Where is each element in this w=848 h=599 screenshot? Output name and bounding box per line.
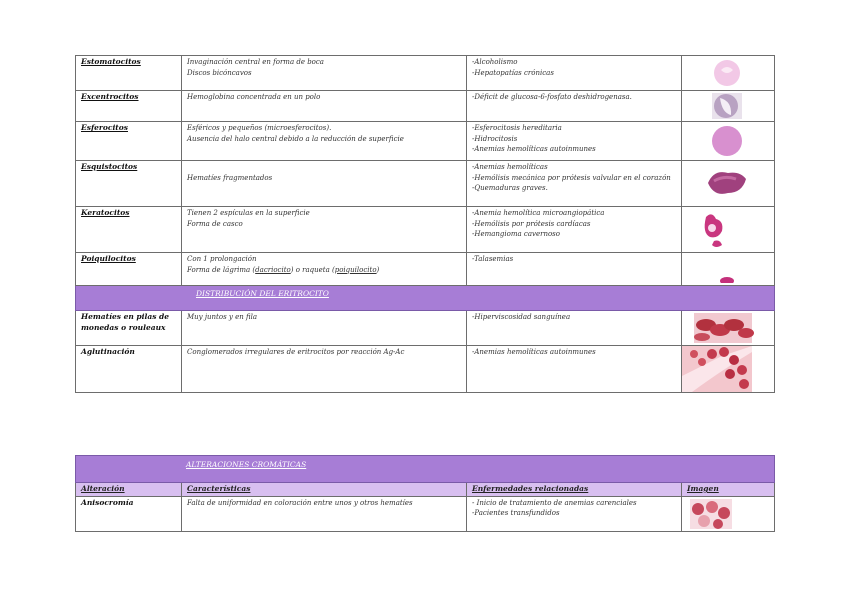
disease-text: -Déficit de glucosa-6-fosfato deshidrogenasa. — [472, 93, 632, 101]
diseases-cell — [467, 346, 682, 393]
section-header-cell — [76, 286, 775, 311]
table-row — [76, 253, 775, 286]
alteration-name: Estomatocitos — [76, 56, 182, 91]
column-header: Imagen — [682, 483, 775, 497]
alteration-name: Aglutinación — [76, 346, 182, 393]
stomatocyte-cell-image — [684, 58, 770, 88]
image-cell — [682, 161, 775, 207]
feature-text: Discos bicóncavos — [187, 68, 252, 77]
feature-text: Falta de uniformidad en coloración entre unos y otros hematíes — [187, 498, 413, 507]
disease-text: -Hiperviscosidad sanguínea — [472, 313, 571, 321]
diseases-cell — [467, 56, 682, 91]
rouleaux-image — [684, 313, 770, 343]
disease-text: -Hemangioma cavernoso — [472, 230, 560, 238]
features-cell — [182, 161, 467, 207]
table-row — [76, 122, 775, 161]
section-header-row — [76, 286, 775, 311]
disease-text: - Inicio de tratamiento de anemias carenciales — [472, 498, 637, 507]
features-cell — [182, 207, 467, 253]
alteration-name: Anisocromía — [76, 496, 182, 531]
table-row — [76, 91, 775, 122]
column-header-row — [76, 483, 775, 497]
table-row — [76, 346, 775, 393]
image-cell — [682, 91, 775, 122]
feature-text: Esféricos y pequeños (microesferocitos). — [187, 124, 332, 132]
section-title: ALTERACIONES CROMÁTICAS — [186, 460, 307, 469]
alteration-name: Poiquilocitos — [76, 253, 182, 286]
section-title: DISTRIBUCIÓN DEL ERITROCITO — [196, 289, 329, 298]
disease-text: -Esferocitosis hereditaria — [472, 124, 562, 132]
agglutination-image — [682, 346, 752, 392]
diseases-cell — [467, 91, 682, 122]
image-cell — [682, 253, 775, 286]
alteration-name: Hematíes en pilas de monedas o rouleaux — [76, 311, 182, 346]
diseases-cell — [467, 161, 682, 207]
alteration-name: Esferocitos — [76, 122, 182, 161]
feature-text: Conglomerados irregulares de eritrocitos por reacción Ag-Ac — [187, 348, 405, 356]
features-cell — [182, 311, 467, 346]
feature-text: Tienen 2 espículas en la superficie — [187, 209, 310, 217]
disease-text: -Hemólisis por prótesis cardíacas — [472, 219, 591, 228]
features-cell — [182, 496, 467, 531]
image-cell — [682, 346, 775, 393]
features-cell — [182, 91, 467, 122]
disease-text: -Talasemias — [472, 255, 514, 263]
disease-text: -Alcoholismo — [472, 58, 518, 66]
table-row — [76, 161, 775, 207]
feature-text: Muy juntos y en fila — [187, 313, 258, 321]
feature-text — [187, 162, 461, 173]
features-cell — [182, 56, 467, 91]
poikilocyte-cell-image — [684, 255, 770, 283]
section-header-cell — [76, 456, 775, 483]
chromatic-alterations-table — [75, 455, 775, 532]
diseases-cell — [467, 311, 682, 346]
anisochromia-image — [684, 499, 770, 529]
feature-text: Ausencia del halo central debido a la reducción de superficie — [187, 134, 404, 143]
dacriocito-term: dacriocito — [255, 265, 291, 274]
disease-text: -Pacientes transfundidos — [472, 509, 560, 517]
features-cell — [182, 253, 467, 286]
image-cell — [682, 311, 775, 346]
keratocyte-cell-image — [684, 209, 770, 249]
table-row — [76, 56, 775, 91]
eccentrocyte-cell-image — [684, 93, 770, 119]
image-cell — [682, 207, 775, 253]
disease-text: -Anemias hemolíticas autoinmunes — [472, 145, 596, 153]
disease-text: -Hemólisis mecánica por prótesis valvular en el corazón — [472, 173, 671, 182]
column-header: Enfermedades relacionadas — [467, 483, 682, 497]
disease-text: -Quemaduras graves. — [472, 184, 548, 192]
disease-text: -Anemias hemolíticas — [472, 163, 548, 171]
table-row — [76, 311, 775, 346]
disease-text: -Hepatopatías crónicas — [472, 68, 554, 77]
alteration-name: Esquistocitos — [76, 161, 182, 207]
section-header-row — [76, 456, 775, 483]
disease-text: -Anemias hemolíticas autoinmunes — [472, 348, 596, 356]
table-row — [76, 207, 775, 253]
feature-text: Invaginación central en forma de boca — [187, 58, 324, 66]
column-header: Características — [182, 483, 467, 497]
diseases-cell — [467, 496, 682, 531]
diseases-cell — [467, 122, 682, 161]
disease-text: -Anemia hemolítica microangiopática — [472, 209, 605, 217]
image-cell — [682, 56, 775, 91]
feature-text: Hematíes fragmentados — [187, 173, 273, 182]
spherocyte-cell-image — [684, 124, 770, 158]
column-header: Alteración — [76, 483, 182, 497]
diseases-cell — [467, 207, 682, 253]
alteration-name: Keratocitos — [76, 207, 182, 253]
image-cell — [682, 122, 775, 161]
feature-text: Hemoglobina concentrada en un polo — [187, 93, 321, 101]
features-cell — [182, 346, 467, 393]
diseases-cell — [467, 253, 682, 286]
disease-text: -Hidrocitosis — [472, 134, 518, 143]
features-cell — [182, 122, 467, 161]
feature-text: Forma de lágrima (dacriocito) o raqueta (poiquilocito) — [187, 265, 380, 274]
schistocyte-cell-image — [684, 163, 770, 203]
feature-text: Con 1 prolongación — [187, 255, 257, 263]
table-row — [76, 496, 775, 531]
poiquilocito-term: poiquilocito — [334, 265, 377, 274]
erythrocyte-morphology-table — [75, 55, 775, 393]
alteration-name: Excentrocitos — [76, 91, 182, 122]
image-cell — [682, 496, 775, 531]
feature-text: Forma de casco — [187, 219, 243, 228]
